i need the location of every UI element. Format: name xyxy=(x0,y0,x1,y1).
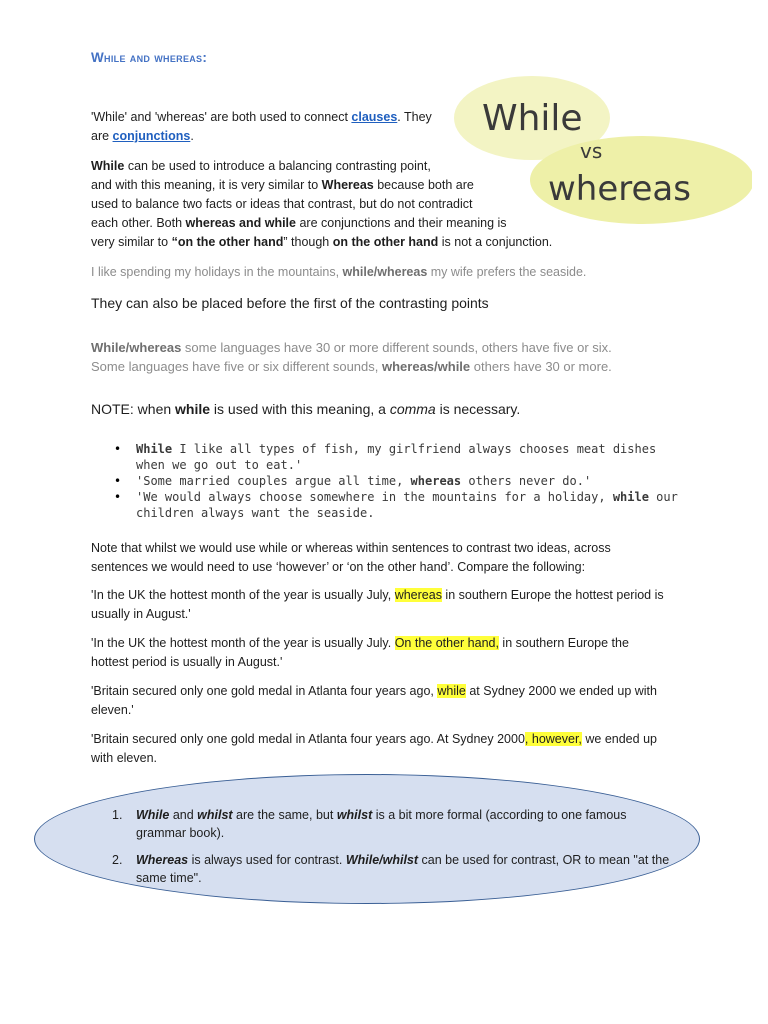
text: are conjunctions and their meaning is xyxy=(295,216,507,230)
highlighted-term: while xyxy=(437,684,466,698)
text: 'Britain secured only one gold medal in Atlanta four years ago, xyxy=(91,684,438,698)
bold-term: Whereas xyxy=(321,178,374,192)
text: 'Some married couples argue all time, xyxy=(136,474,411,488)
text: very similar to xyxy=(91,235,172,249)
text: can be used to introduce a balancing contrasting point, xyxy=(124,159,431,173)
whilst-note xyxy=(91,539,711,577)
text: 'In the UK the hottest month of the year is usually July, xyxy=(91,588,395,602)
logo-word-while: While xyxy=(482,98,583,139)
text: hottest period is usually in August.' xyxy=(91,655,283,669)
intro-text: . They xyxy=(397,110,432,124)
list-number: 1. xyxy=(112,808,123,822)
highlighted-term: , however, xyxy=(524,732,582,746)
text: sentences we would need to use ‘however’ or ‘on the other hand’. Compare the following: xyxy=(91,560,586,574)
italic-term: Whereas xyxy=(136,853,189,867)
bold-term: whereas/while xyxy=(382,359,471,374)
text: in southern Europe the hottest period is xyxy=(441,588,664,602)
italic-term: whilst xyxy=(197,808,233,822)
bold-term: “on the other hand xyxy=(171,235,284,249)
text: 'In the UK the hottest month of the year is usually July. xyxy=(91,636,395,650)
bold-term: while xyxy=(175,401,211,417)
text: 'We would always choose somewhere in the mountains for a holiday, xyxy=(136,490,613,504)
example-sentences xyxy=(91,338,731,376)
text: can be used for contrast, OR to mean "at the same time". xyxy=(136,853,670,885)
text: each other. Both xyxy=(91,216,186,230)
bold-term: whereas and while xyxy=(185,216,296,230)
text: 'Britain secured only one gold medal in Atlanta four years ago. At Sydney 2000 xyxy=(91,732,525,746)
bold-term: While xyxy=(136,442,173,456)
text: is used with this meaning, a xyxy=(210,401,390,417)
text: I like all types of fish, my girlfriend always chooses meat dishes when we go out to eat.' xyxy=(136,442,657,472)
comma-note xyxy=(91,400,731,419)
text: Note that whilst we would use while or whereas within sentences to contrast two ideas, across xyxy=(91,541,611,555)
example-sentence xyxy=(91,263,731,282)
italic-term: comma xyxy=(389,401,436,417)
text: is always used for contrast. xyxy=(188,853,346,867)
text: in southern Europe the xyxy=(498,636,629,650)
definition-paragraph xyxy=(91,157,691,252)
text: NOTE: when xyxy=(91,401,176,417)
text: usually in August.' xyxy=(91,607,191,621)
list-item xyxy=(112,851,672,887)
text: are the same, but xyxy=(232,808,337,822)
intro-paragraph xyxy=(91,108,451,146)
example-bullet-list xyxy=(112,441,692,521)
italic-term: whilst xyxy=(336,808,373,822)
italic-term: While/whilst xyxy=(345,853,419,867)
text: others never do.' xyxy=(461,474,592,488)
bold-term: While xyxy=(91,159,125,173)
text: our children always want the seaside. xyxy=(136,490,678,520)
comparison-example xyxy=(91,682,711,720)
text: my wife prefers the seaside. xyxy=(427,265,587,279)
comparison-example xyxy=(91,586,711,624)
highlighted-term: On the other hand, xyxy=(394,636,499,650)
comparison-example xyxy=(91,730,711,768)
text: others have 30 or more. xyxy=(470,359,612,374)
text: and xyxy=(169,808,198,822)
text: ” though xyxy=(283,235,333,249)
italic-term: While xyxy=(136,808,170,822)
conjunctions-link[interactable]: conjunctions xyxy=(112,129,191,143)
text: is not a conjunction. xyxy=(438,235,553,249)
text: I like spending my holidays in the mountains, xyxy=(91,265,343,279)
text: is a bit more formal (according to one famous grammar book). xyxy=(136,808,627,840)
text: Some languages have five or six different sounds, xyxy=(91,359,382,374)
text: because both are xyxy=(373,178,474,192)
logo-word-vs: vs xyxy=(580,139,603,163)
text: is necessary. xyxy=(435,401,521,417)
list-number: 2. xyxy=(112,853,123,867)
text: eleven.' xyxy=(91,703,134,717)
intro-text: 'While' and 'whereas' are both used to connect xyxy=(91,110,352,124)
bold-term: on the other hand xyxy=(332,235,439,249)
bold-term: whereas xyxy=(410,474,462,488)
placement-note: They can also be placed before the first of the contrasting points xyxy=(91,295,489,311)
list-item xyxy=(112,489,692,521)
summary-list xyxy=(112,806,672,896)
text: with eleven. xyxy=(91,751,158,765)
list-item xyxy=(112,473,692,489)
text: we ended up xyxy=(581,732,657,746)
text: used to balance two facts or ideas that contrast, but do not contradict xyxy=(91,197,473,211)
list-item xyxy=(112,441,692,473)
list-item xyxy=(112,806,672,842)
highlighted-term: whereas xyxy=(394,588,442,602)
text: and with this meaning, it is very similar to xyxy=(91,178,322,192)
intro-text: . xyxy=(190,129,194,143)
bold-term: while/whereas xyxy=(342,265,428,279)
logo-word-whereas: whereas xyxy=(548,169,691,209)
page-title: While and whereas: xyxy=(91,50,208,65)
clauses-link[interactable]: clauses xyxy=(351,110,398,124)
text: some languages have 30 or more different sounds, others have five or six. xyxy=(181,340,612,355)
text: at Sydney 2000 we ended up with xyxy=(465,684,657,698)
bold-term: while xyxy=(612,490,649,504)
comparison-example xyxy=(91,634,711,672)
bold-term: While/whereas xyxy=(91,340,182,355)
intro-text: are xyxy=(91,129,113,143)
